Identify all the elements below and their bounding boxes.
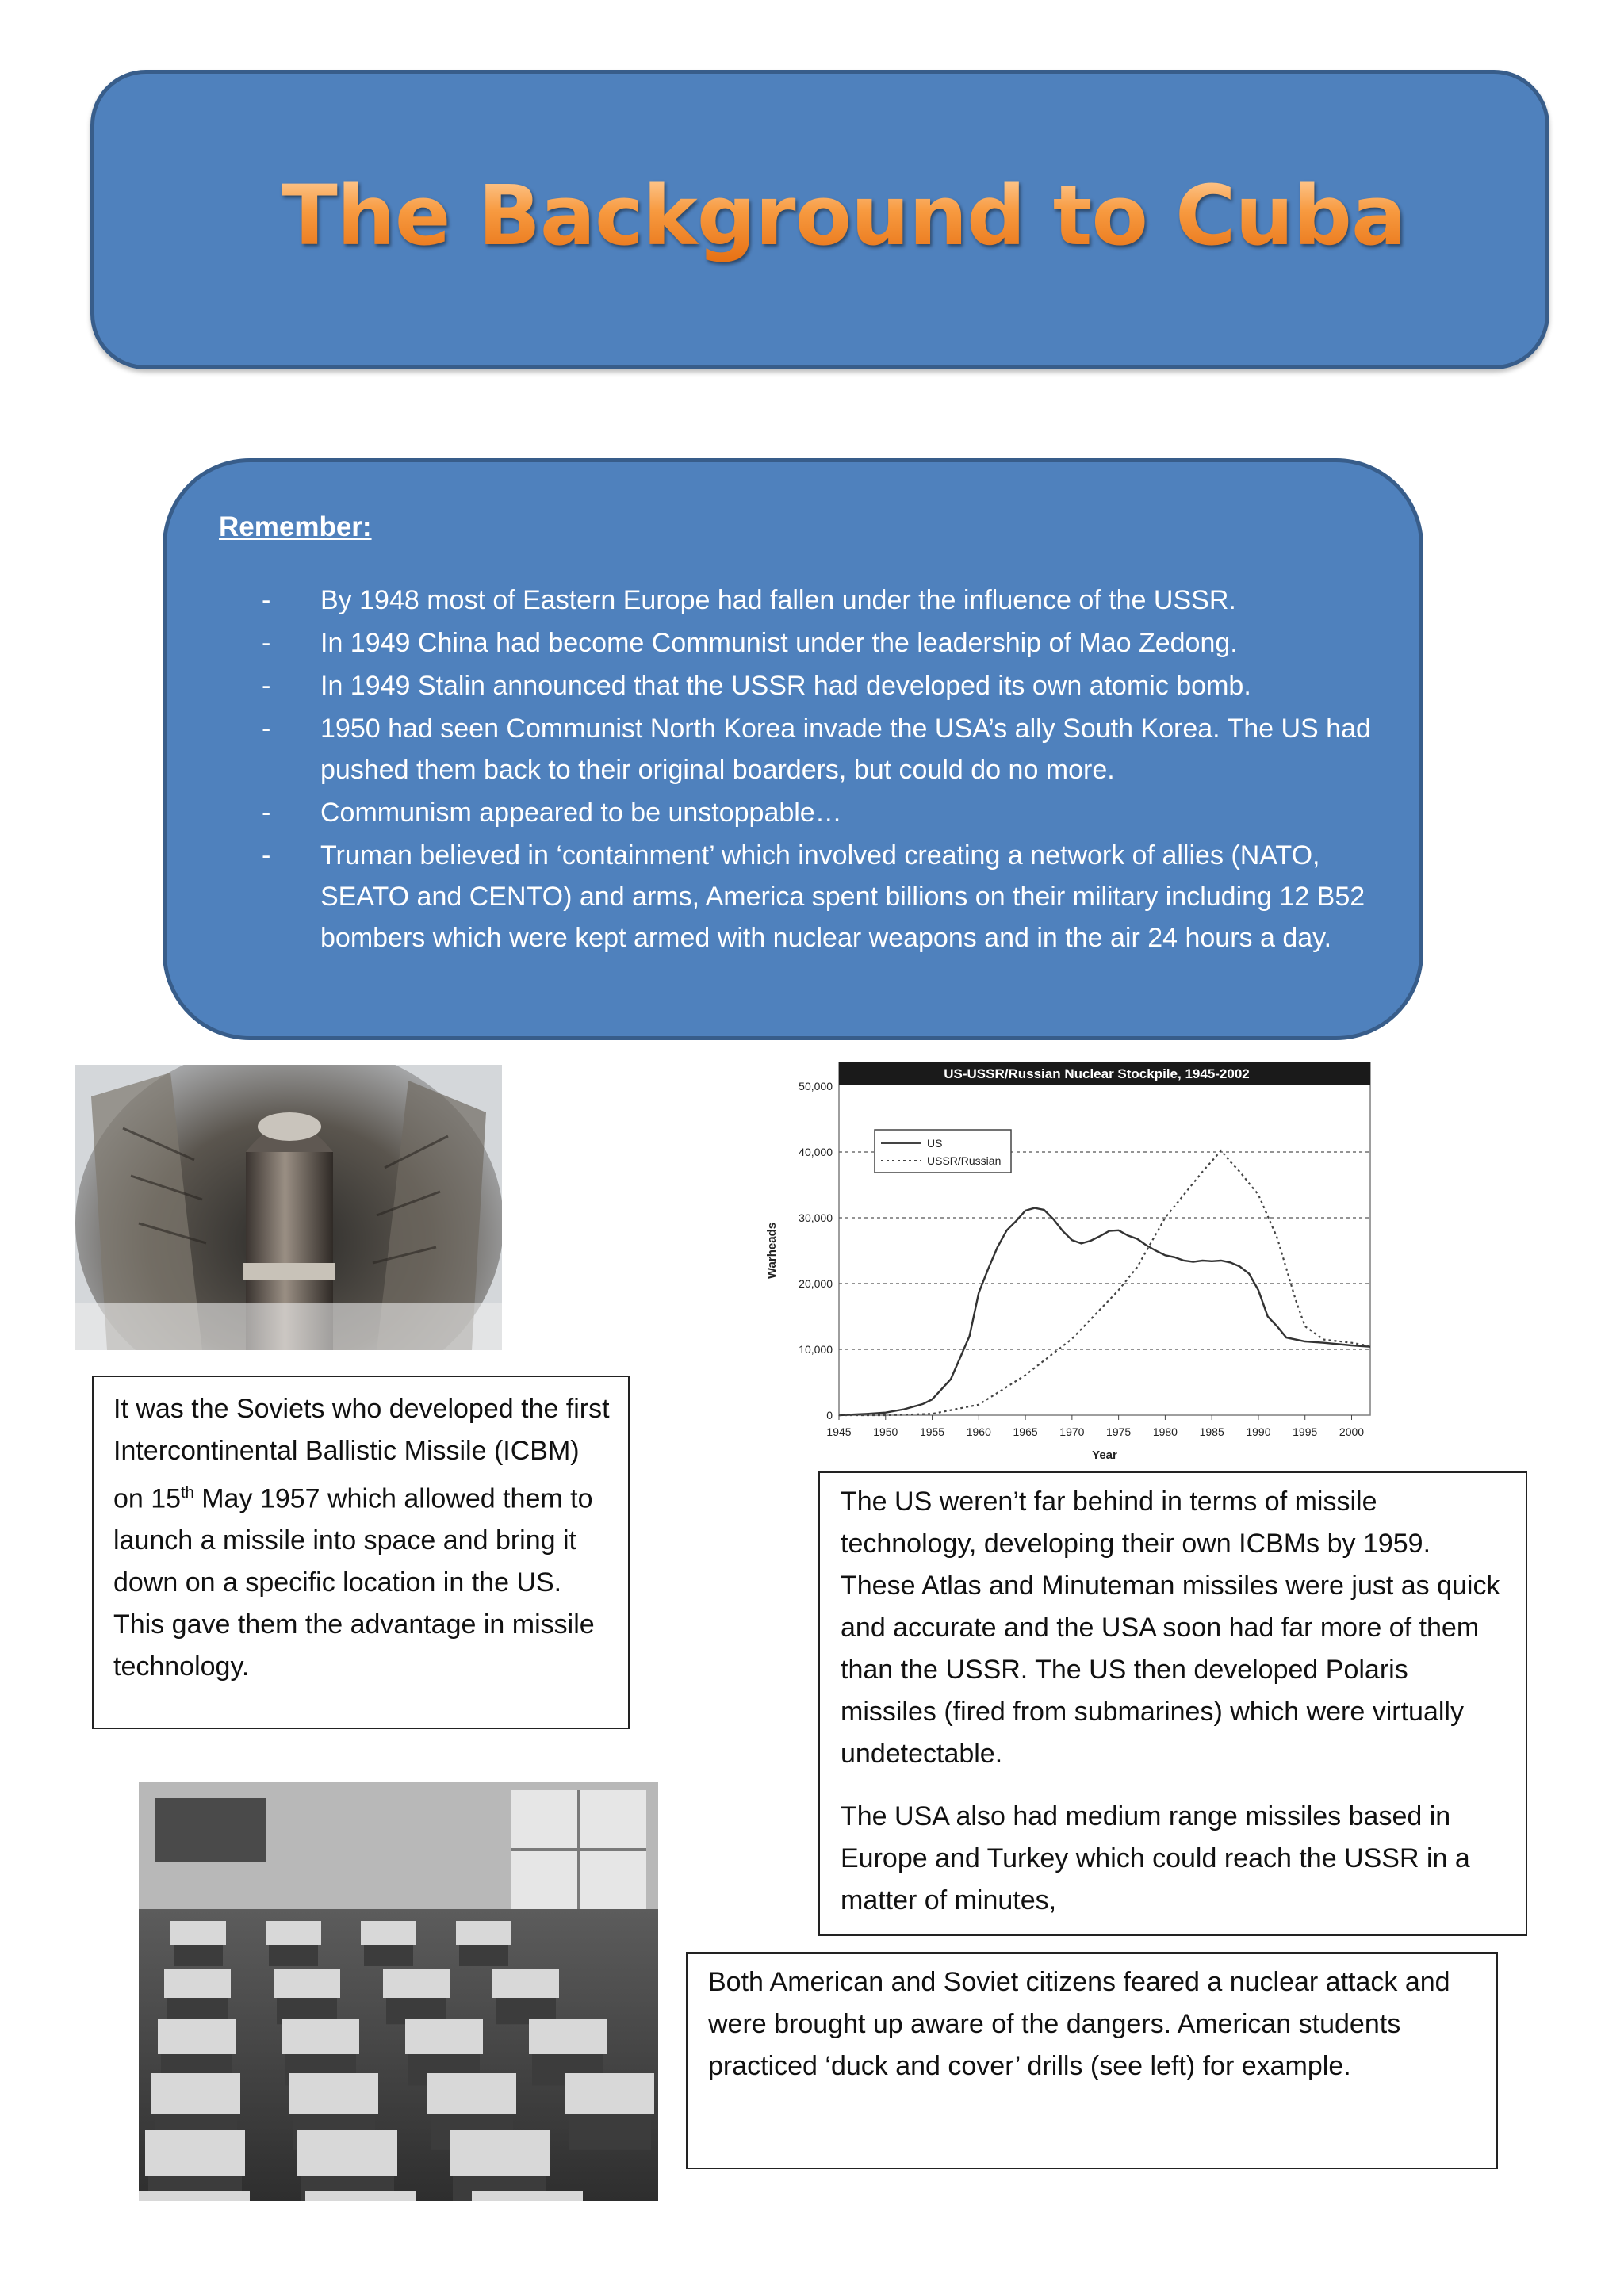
desk [164,1969,231,1998]
bullet-dash: - [262,671,271,701]
list-item-text: In 1949 Stalin announced that the USSR had developed its own atomic bomb. [320,671,1251,701]
desk-front [569,2114,651,2150]
bullet-dash: - [262,714,271,744]
duck-and-cover-textbox [686,1952,1498,2169]
remember-box [163,458,1423,1040]
classroom-illustration [139,1782,658,2201]
plot-area [839,1062,1370,1415]
us-missiles-textbox [818,1471,1527,1936]
desk [456,1921,511,1945]
desk [383,1969,450,1998]
list-item [262,835,1396,959]
desk [289,2073,378,2114]
desk [266,1921,321,1945]
x-tick-label: 1960 [966,1425,991,1438]
x-tick-label: 1945 [826,1425,852,1438]
remember-list [262,580,1396,960]
x-tick-label: 1965 [1013,1425,1038,1438]
desk [170,1921,226,1945]
soviet-icbm-textbox [92,1376,630,1729]
us-missiles-para1: The US weren’t far behind in terms of missile technology, developing their own ICBMs by 1959. These Atlas and Minuteman missiles were just as quick and accurate and the USA soon had far more of them than the USSR. The US then developed Polaris missiles (fired from submarines) which were virtually undetectable. [841,1487,1500,1769]
x-tick-label: 2000 [1339,1425,1365,1438]
desk-front [364,1945,413,1966]
desk [427,2073,516,2114]
legend-label: US [927,1137,943,1150]
desk [565,2073,654,2114]
desk [297,2130,397,2176]
desk [361,1921,416,1945]
missile-silo-illustration [75,1065,502,1350]
bullet-dash: - [262,585,271,615]
y-tick-label: 0 [826,1409,833,1422]
x-tick-label: 1950 [873,1425,898,1438]
list-item [262,665,1396,706]
x-tick-label: 1955 [919,1425,945,1438]
x-tick-label: 1985 [1199,1425,1224,1438]
page-title: The Background to Cuba [281,167,1407,264]
desk [158,2019,236,2054]
soviet-text-part: May 1957 which allowed them to launch a missile into space and bring it down on a specific location in the US. This gave them the advantage in missile technology. [113,1483,595,1682]
list-item-text: By 1948 most of Eastern Europe had fallen under the influence of the USSR. [320,585,1236,615]
nuclear-stockpile-chart [752,1054,1386,1467]
us-missiles-para2: The USA also had medium range missiles based in Europe and Turkey which could reach the USSR in a matter of minutes, [841,1801,1470,1915]
x-tick-label: 1975 [1106,1425,1132,1438]
date-superscript: th [181,1484,194,1502]
desk [274,1969,340,1998]
duck-and-cover-classroom-photo [139,1782,658,2201]
soviet-text-part: It was the Soviets who developed the first Intercontinental Ballistic Missile (ICBM) on 15 [113,1394,610,1514]
x-tick-label: 1980 [1152,1425,1178,1438]
desk-front [174,1945,223,1966]
x-tick-label: 1990 [1246,1425,1271,1438]
missile-silo-photo [75,1065,502,1350]
list-item-text: In 1949 China had become Communist under the leadership of Mao Zedong. [320,628,1238,658]
desk [529,2019,607,2054]
y-tick-label: 40,000 [799,1146,833,1158]
title-banner [90,70,1549,369]
x-tick-label: 1995 [1293,1425,1318,1438]
x-axis-label: Year [1092,1448,1117,1462]
desk [450,2130,550,2176]
remember-heading: Remember: [219,511,372,542]
bullet-dash: - [262,628,271,658]
list-item [262,708,1396,790]
bullet-dash: - [262,840,271,871]
legend-label: USSR/Russian [927,1154,1002,1167]
y-tick-label: 20,000 [799,1277,833,1290]
desk-front [459,1945,508,1966]
y-axis-label: Warheads [765,1222,779,1280]
desk-front [269,1945,318,1966]
desk [282,2019,359,2054]
y-tick-label: 10,000 [799,1343,833,1356]
desk [405,2019,483,2054]
soviet-icbm-text [113,1388,612,1688]
desk [492,1969,559,1998]
desk [139,2191,250,2201]
list-item [262,622,1396,664]
desk [472,2191,583,2201]
chart-svg [752,1054,1386,1467]
list-item [262,580,1396,621]
x-tick-label: 1970 [1059,1425,1085,1438]
list-item-text: Truman believed in ‘containment’ which involved creating a network of allies (NATO, SEATO and CENTO) and arms, America spent billions on their military including 12 B52 bombers which were kept armed with nuclear weapons and in the air 24 hours a day. [320,840,1365,953]
chart-title: US-USSR/Russian Nuclear Stockpile, 1945-2002 [944,1066,1250,1081]
desk [151,2073,240,2114]
list-item [262,792,1396,833]
desk [305,2191,416,2201]
y-tick-label: 50,000 [799,1080,833,1093]
desk [145,2130,245,2176]
list-item-text: 1950 had seen Communist North Korea invade the USA’s ally South Korea. The US had pushed them back to their original boarders, but could do no more. [320,714,1371,785]
duck-and-cover-text: Both American and Soviet citizens feared a nuclear attack and were brought up aware of the dangers. American students practiced ‘duck and cover’ drills (see left) for example. [708,1967,1450,2081]
bullet-dash: - [262,798,271,828]
list-item-text: Communism appeared to be unstoppable… [320,798,842,828]
y-tick-label: 30,000 [799,1211,833,1224]
